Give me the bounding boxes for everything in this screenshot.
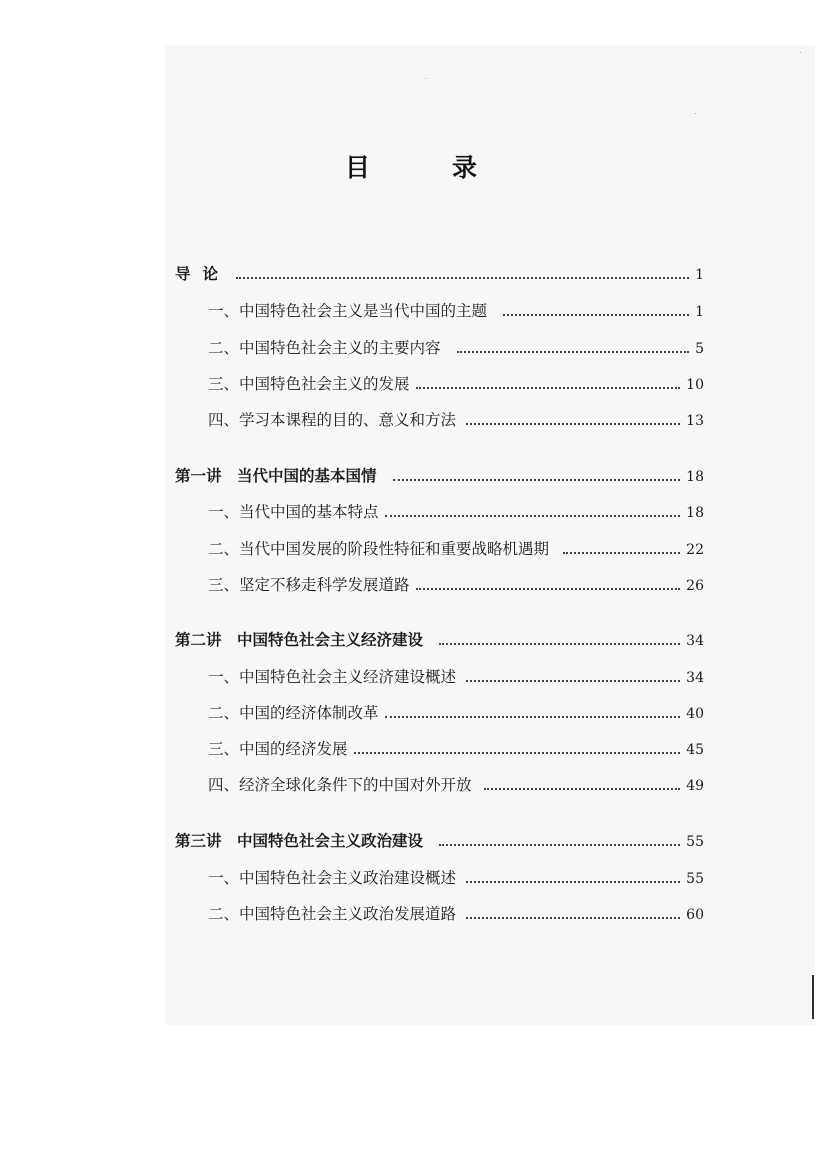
toc-label: 第一讲 当代中国的基本国情 <box>175 467 377 485</box>
toc-label: 三、中国的经济发展 <box>208 740 348 758</box>
toc-label: 三、坚定不移走科学发展道路 <box>208 576 410 594</box>
toc-entry[interactable] <box>208 666 704 688</box>
toc-page-number: 1 <box>695 267 704 283</box>
toc-page-number: 60 <box>686 907 704 923</box>
toc-entry[interactable] <box>208 300 704 322</box>
dot-leader <box>439 642 680 645</box>
dot-leader <box>416 587 681 590</box>
toc-page-number: 13 <box>686 413 704 429</box>
toc-label: 四、经济全球化条件下的中国对外开放 <box>208 776 472 794</box>
dot-leader <box>385 715 681 718</box>
toc-label: 导论 <box>175 265 231 283</box>
dot-leader <box>457 350 690 353</box>
toc-entry[interactable] <box>208 867 704 889</box>
dot-leader <box>466 422 680 425</box>
toc-entry[interactable] <box>208 903 704 925</box>
dot-leader <box>385 514 681 517</box>
toc-entry[interactable] <box>208 373 704 395</box>
toc-label: 一、当代中国的基本特点 <box>208 503 379 521</box>
scan-speck <box>800 52 801 53</box>
toc-entry-intro[interactable] <box>175 263 704 285</box>
toc-label: 第二讲 中国特色社会主义经济建设 <box>175 631 424 649</box>
dot-leader <box>236 276 689 279</box>
toc-label: 一、中国特色社会主义经济建设概述 <box>208 668 457 686</box>
toc-entry[interactable] <box>208 774 704 796</box>
dot-leader <box>393 478 681 481</box>
toc-entry[interactable] <box>208 337 704 359</box>
toc-page-number: 18 <box>686 505 704 521</box>
dot-leader <box>416 386 681 389</box>
dot-leader <box>466 679 680 682</box>
toc-page-number: 45 <box>686 742 704 758</box>
toc-page-number: 5 <box>695 341 704 357</box>
toc-label: 三、中国特色社会主义的发展 <box>208 375 410 393</box>
toc-entry-lecture-3[interactable] <box>175 830 704 852</box>
dot-leader <box>354 751 681 754</box>
toc-page-number: 10 <box>686 377 704 393</box>
dot-leader <box>439 843 680 846</box>
toc-page-number: 1 <box>695 304 704 320</box>
scan-edge-mark <box>812 975 814 1019</box>
toc-page-number: 34 <box>686 670 704 686</box>
toc-entry[interactable] <box>208 574 704 596</box>
dot-leader <box>466 916 680 919</box>
toc-entry-lecture-1[interactable] <box>175 465 704 487</box>
toc-label: 二、中国特色社会主义政治发展道路 <box>208 905 457 923</box>
toc-page-number: 55 <box>686 871 704 887</box>
toc-page-number: 40 <box>686 706 704 722</box>
toc-label: 二、中国特色社会主义的主要内容 <box>208 339 441 357</box>
toc-label: 二、当代中国发展的阶段性特征和重要战略机遇期 <box>208 540 550 558</box>
toc-page-number: 22 <box>686 542 704 558</box>
title-char-2: 录 <box>452 153 478 182</box>
toc-page-number: 55 <box>686 834 704 850</box>
toc-entry-lecture-2[interactable] <box>175 629 704 651</box>
toc-entry[interactable] <box>208 538 704 560</box>
toc-entry[interactable] <box>208 738 704 760</box>
toc-entry[interactable] <box>208 702 704 724</box>
toc-page-number: 18 <box>686 469 704 485</box>
dot-leader <box>484 787 681 790</box>
dot-leader <box>563 551 680 554</box>
toc-entry[interactable] <box>208 409 704 431</box>
toc-page-number: 34 <box>686 633 704 649</box>
toc-page-number: 26 <box>686 578 704 594</box>
scan-speck <box>695 113 696 114</box>
toc-label: 一、中国特色社会主义是当代中国的主题 <box>208 302 488 320</box>
dot-leader <box>466 880 680 883</box>
toc-label: 四、学习本课程的目的、意义和方法 <box>208 411 457 429</box>
toc-label: 二、中国的经济体制改革 <box>208 704 379 722</box>
toc-label: 第三讲 中国特色社会主义政治建设 <box>175 832 424 850</box>
toc-page-number: 49 <box>686 778 704 794</box>
scan-speck <box>425 78 426 79</box>
title-char-1: 目 <box>344 153 370 182</box>
toc-label: 一、中国特色社会主义政治建设概述 <box>208 869 457 887</box>
toc-entry[interactable] <box>208 501 704 523</box>
dot-leader <box>503 313 689 316</box>
